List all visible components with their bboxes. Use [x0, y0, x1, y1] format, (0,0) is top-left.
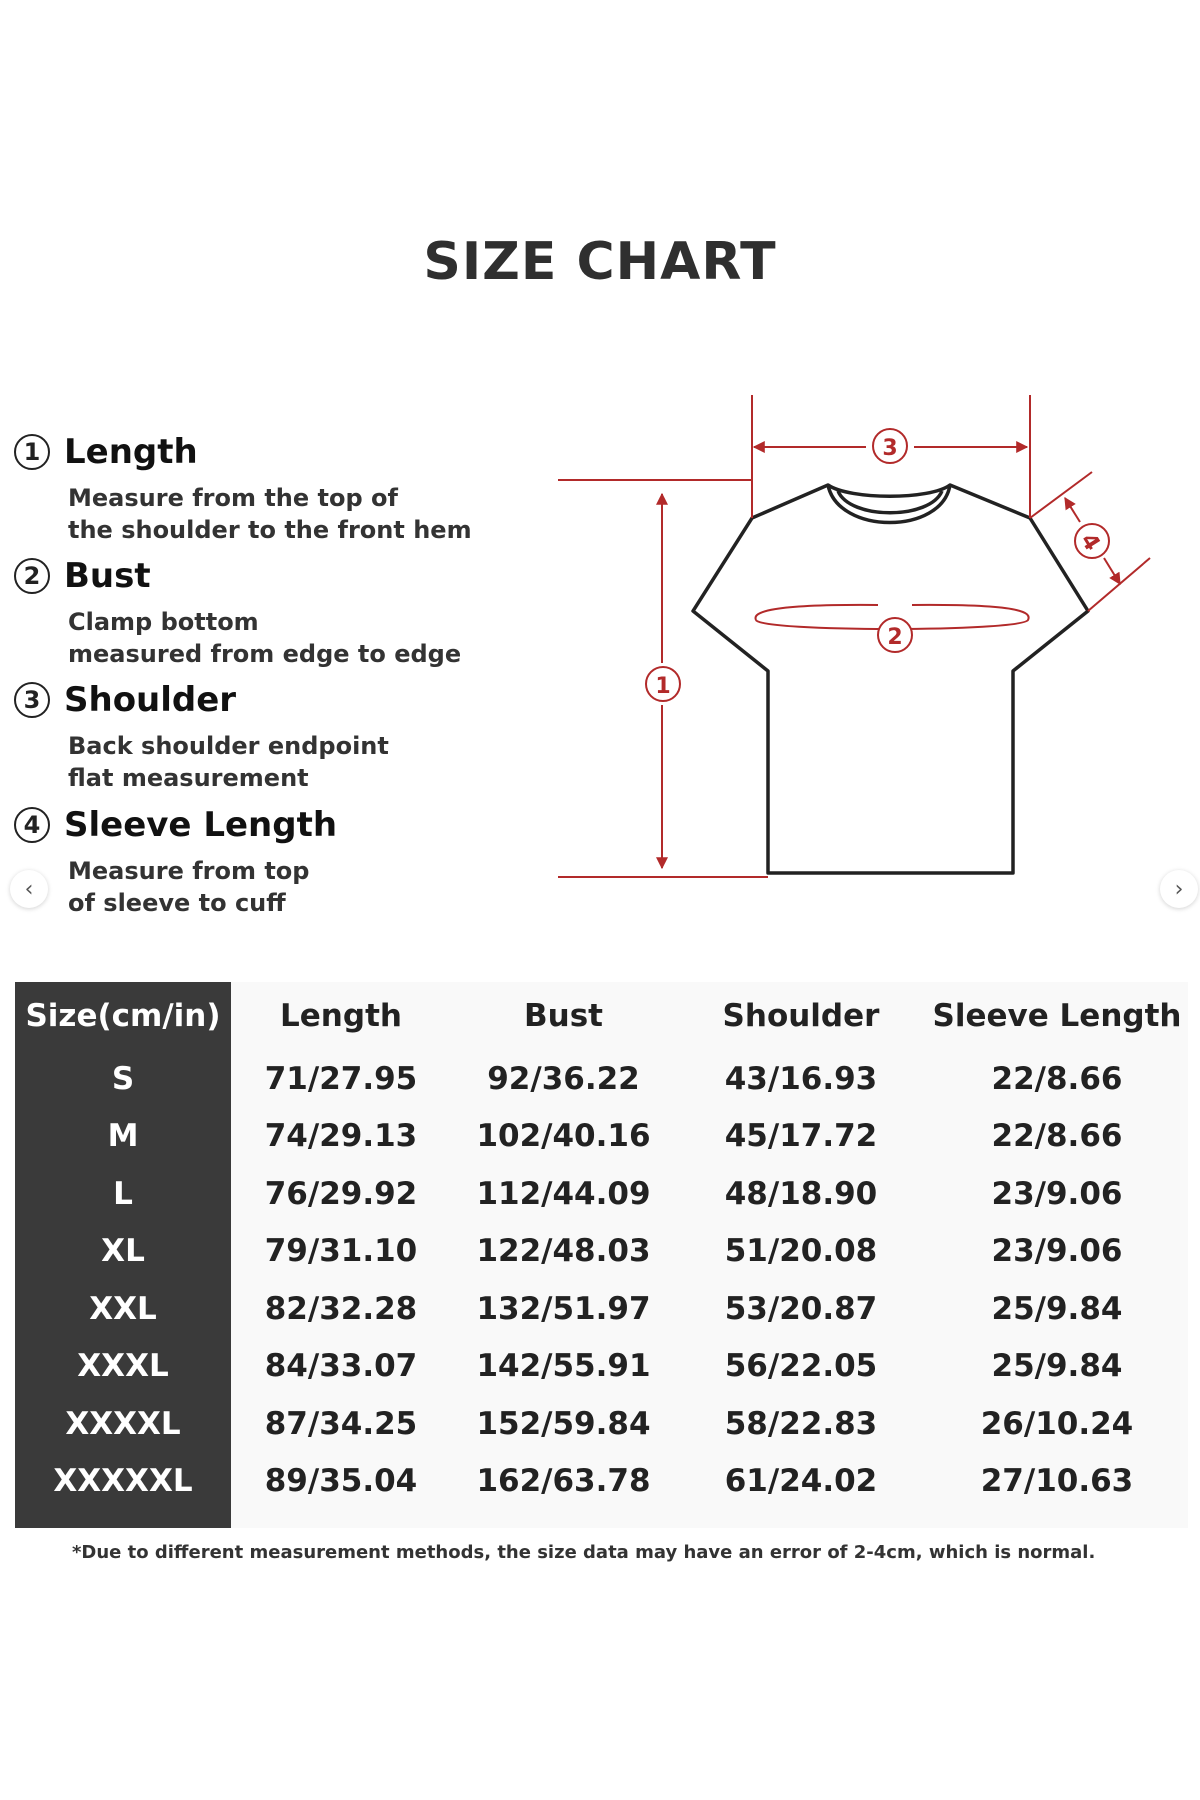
shoulder-column	[676, 982, 926, 1528]
table-cell: 87/34.25	[264, 1405, 418, 1442]
table-cell: 92/36.22	[487, 1060, 640, 1097]
table-cell: 26/10.24	[980, 1405, 1134, 1442]
number-badge-4: 4	[14, 807, 50, 843]
chevron-left-icon: ‹	[24, 876, 34, 902]
table-cell: 61/24.02	[724, 1463, 878, 1500]
measurement-name: Shoulder	[64, 680, 237, 720]
table-cell: 132/51.97	[476, 1290, 651, 1327]
table-cell: 48/18.90	[724, 1175, 878, 1212]
table-cell: 162/63.78	[476, 1463, 651, 1500]
sleeve-measure-line	[1065, 498, 1120, 584]
table-cell: 53/20.87	[724, 1290, 878, 1327]
table-cell: 82/32.28	[264, 1290, 418, 1327]
table-cell: 112/44.09	[476, 1175, 651, 1212]
size-cell: XXXXXL	[53, 1463, 193, 1500]
measurement-desc-line: Clamp bottom	[68, 608, 259, 636]
measurement-desc-line: measured from edge to edge	[68, 640, 462, 668]
chevron-right-icon: ›	[1174, 876, 1184, 902]
length-label: 1	[655, 674, 671, 699]
table-cell: 76/29.92	[264, 1175, 418, 1212]
carousel-prev-button[interactable]	[10, 870, 48, 908]
size-column	[15, 982, 231, 1528]
size-cell: L	[113, 1175, 133, 1212]
bust-label: 2	[887, 625, 903, 650]
length-column	[231, 982, 451, 1528]
table-cell: 45/17.72	[724, 1118, 878, 1155]
table-cell: 27/10.63	[980, 1463, 1134, 1500]
bust-measure-line	[755, 605, 1028, 652]
measurement-name: Sleeve Length	[64, 805, 338, 845]
table-cell: 142/55.91	[476, 1348, 651, 1385]
measurement-desc-line: flat measurement	[68, 764, 309, 792]
size-cell: XXXXL	[65, 1405, 181, 1442]
measurement-name: Length	[64, 432, 198, 472]
number-badge-2: 2	[14, 558, 50, 594]
table-cell: 22/8.66	[991, 1060, 1123, 1097]
number-badge-1: 1	[14, 434, 50, 470]
table-cell: 71/27.95	[264, 1060, 418, 1097]
measurement-name: Bust	[64, 556, 151, 596]
sleeve-length-column	[926, 982, 1188, 1528]
measurement-desc-line: Back shoulder endpoint	[68, 732, 389, 760]
page-title: SIZE CHART	[423, 232, 777, 292]
size-cell: XL	[101, 1233, 145, 1270]
table-cell: 22/8.66	[991, 1118, 1123, 1155]
table-cell: 25/9.84	[991, 1290, 1123, 1327]
length-measure-line	[646, 494, 680, 868]
table-header: Shoulder	[722, 998, 880, 1034]
table-cell: 122/48.03	[476, 1233, 651, 1270]
table-cell: 102/40.16	[476, 1118, 651, 1155]
measurement-desc-line: Measure from top	[68, 857, 310, 885]
table-cell: 74/29.13	[264, 1118, 418, 1155]
table-cell: 23/9.06	[991, 1233, 1123, 1270]
shoulder-measure-line	[754, 429, 1027, 463]
table-cell: 56/22.05	[724, 1348, 878, 1385]
size-cell: XXXL	[77, 1348, 169, 1385]
measurement-desc-line: of sleeve to cuff	[68, 889, 286, 917]
size-table	[15, 982, 1188, 1528]
table-cell: 84/33.07	[264, 1348, 418, 1385]
table-header: Sleeve Length	[932, 998, 1182, 1034]
table-cell: 58/22.83	[724, 1405, 878, 1442]
table-cell: 25/9.84	[991, 1348, 1123, 1385]
number-badge-3: 3	[14, 682, 50, 718]
table-cell: 89/35.04	[264, 1463, 418, 1500]
bust-column	[451, 982, 676, 1528]
size-cell: S	[111, 1060, 135, 1097]
table-header: Length	[280, 998, 402, 1034]
table-cell: 79/31.10	[264, 1233, 418, 1270]
tshirt-outline	[693, 485, 1088, 873]
measurement-note: *Due to different measurement methods, the size data may have an error of 2-4cm, which is normal.	[72, 1542, 1096, 1563]
measurement-desc-line: Measure from the top of	[68, 484, 398, 512]
shoulder-label: 3	[882, 436, 898, 461]
table-cell: 152/59.84	[476, 1405, 651, 1442]
table-cell: 43/16.93	[724, 1060, 878, 1097]
carousel-next-button[interactable]	[1160, 870, 1198, 908]
size-cell: XXL	[89, 1290, 157, 1327]
table-header: Bust	[524, 998, 603, 1034]
sleeve-label: 4	[1075, 529, 1105, 556]
table-cell: 23/9.06	[991, 1175, 1123, 1212]
table-header: Size(cm/in)	[25, 998, 221, 1034]
size-cell: M	[107, 1118, 139, 1155]
measurement-desc-line: the shoulder to the front hem	[68, 516, 472, 544]
table-cell: 51/20.08	[724, 1233, 878, 1270]
